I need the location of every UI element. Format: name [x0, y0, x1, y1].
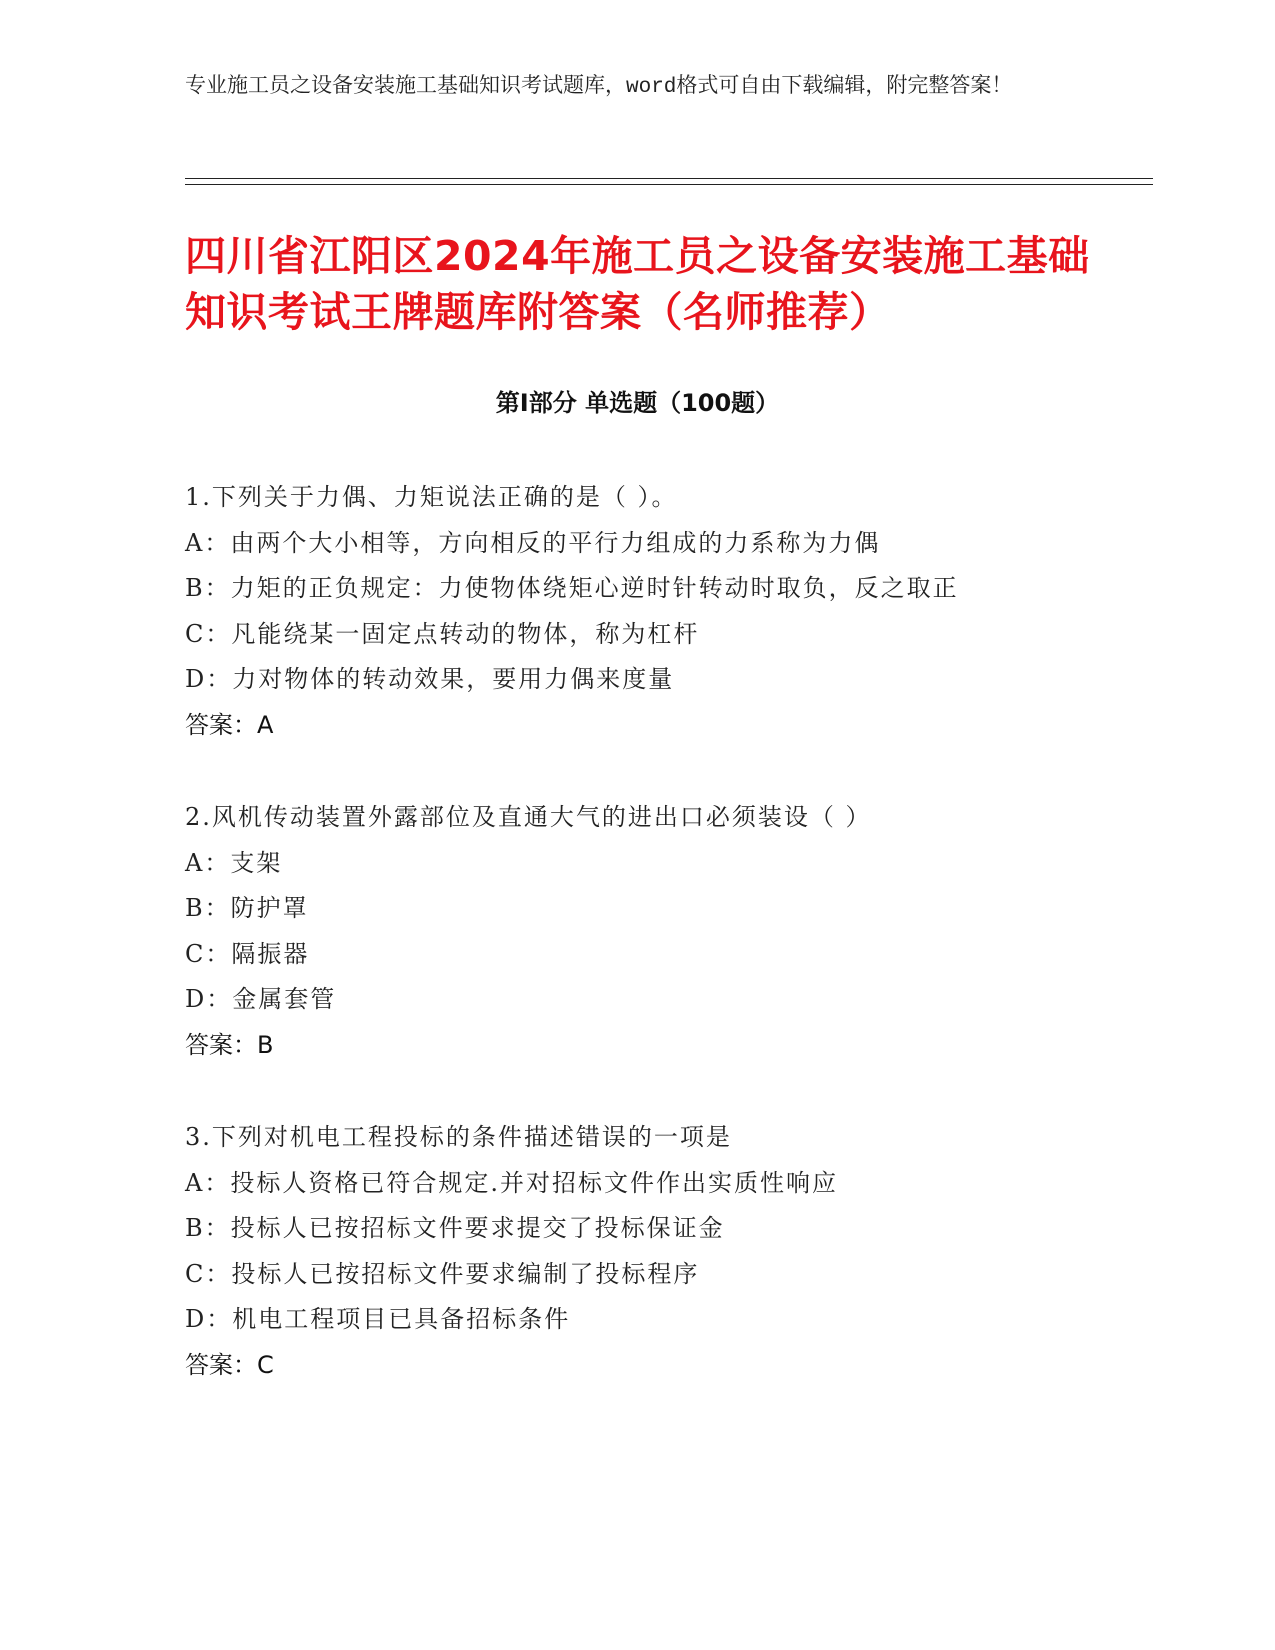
answer-line: 答案：B — [185, 1030, 274, 1059]
option-a: A：由两个大小相等，方向相反的平行力组成的力系称为力偶 — [185, 528, 881, 557]
answer-line: 答案：A — [185, 710, 274, 739]
option-d: D：机电工程项目已具备招标条件 — [185, 1305, 571, 1333]
option-b: B：防护罩 — [185, 894, 309, 922]
question-stem: 2.风机传动装置外露部位及直通大气的进出口必须装设（ ） — [185, 803, 872, 831]
answer-line: 答案：C — [185, 1350, 274, 1379]
section-title: 第Ⅰ部分 单选题（100题） — [495, 389, 780, 417]
question-stem: 3.下列对机电工程投标的条件描述错误的一项是 — [185, 1123, 732, 1151]
header-divider-bottom — [185, 184, 1153, 185]
option-c: C：投标人已按招标文件要求编制了投标程序 — [185, 1259, 700, 1288]
option-d: D：力对物体的转动效果，要用力偶来度量 — [185, 665, 675, 693]
question-list — [185, 475, 1125, 1435]
header-note: 专业施工员之设备安装施工基础知识考试题库，word格式可自由下载编辑，附完整答案！ — [185, 76, 1013, 99]
option-b: B：投标人已按招标文件要求提交了投标保证金 — [185, 1214, 725, 1242]
option-a: A：投标人资格已符合规定.并对招标文件作出实质性响应 — [185, 1168, 838, 1197]
question-item — [185, 1115, 1125, 1388]
option-c: C：凡能绕某一固定点转动的物体，称为杠杆 — [185, 619, 700, 648]
question-item — [185, 795, 1125, 1068]
option-a: A：支架 — [185, 848, 283, 877]
question-stem: 1.下列关于力偶、力矩说法正确的是（ ）。 — [185, 483, 678, 511]
question-item — [185, 475, 1125, 748]
option-c: C：隔振器 — [185, 939, 310, 968]
document-title: 四川省江阳区2024年施工员之设备安装施工基础知识考试王牌题库附答案（名师推荐） — [185, 232, 1090, 336]
header-divider-top — [185, 178, 1153, 179]
option-b: B：力矩的正负规定：力使物体绕矩心逆时针转动时取负，反之取正 — [185, 574, 959, 602]
option-d: D：金属套管 — [185, 985, 337, 1013]
